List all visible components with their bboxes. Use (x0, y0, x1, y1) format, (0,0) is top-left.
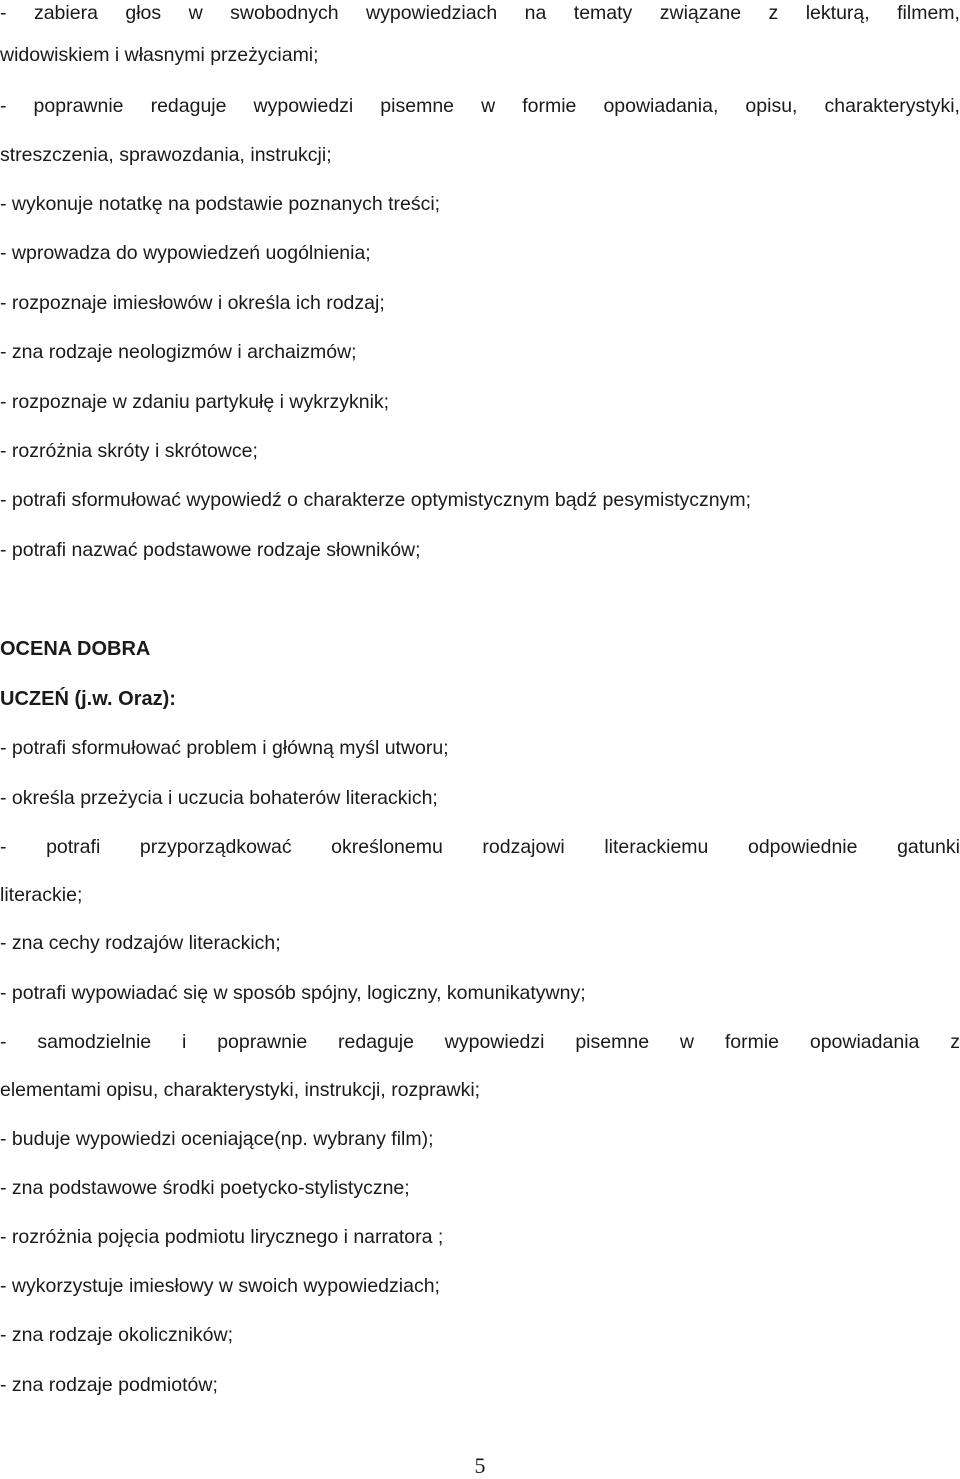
word: z (950, 1031, 960, 1053)
word: na (524, 2, 547, 24)
word: wypowiedziach (366, 2, 498, 24)
word: - (0, 2, 7, 24)
list-line: - buduje wypowiedzi oceniające(np. wybrany film); (0, 1128, 434, 1150)
word: w (188, 2, 203, 24)
word: - (0, 836, 7, 858)
list-line: literackie; (0, 884, 83, 906)
word: określonemu (331, 836, 443, 858)
word: głos (125, 2, 162, 24)
section-heading: OCENA DOBRA (0, 638, 151, 660)
list-line: - zna podstawowe środki poetycko-stylistyczne; (0, 1177, 410, 1199)
word: - (0, 1031, 7, 1053)
word: z (768, 2, 779, 24)
word: pisemne (575, 1031, 650, 1053)
list-line: - wykonuje notatkę na podstawie poznanych treści; (0, 193, 441, 215)
word: związane (659, 2, 742, 24)
list-line: - wprowadza do wypowiedzeń uogólnienia; (0, 242, 371, 264)
word: filmem, (897, 2, 960, 24)
word: charakterystyki, (824, 95, 960, 117)
list-line: - potrafi sformułować problem i główną myśl utworu; (0, 737, 449, 759)
word: wypowiedzi (444, 1031, 545, 1053)
word: - (0, 95, 7, 117)
word: pisemne (380, 95, 455, 117)
list-line: - rozpoznaje imiesłowów i określa ich rodzaj; (0, 292, 385, 314)
list-line: streszczenia, sprawozdania, instrukcji; (0, 144, 332, 166)
word: gatunki (897, 836, 960, 858)
word: opowiadania, (603, 95, 719, 117)
word: odpowiednie (747, 836, 858, 858)
list-line: - potrafi sformułować wypowiedź o charakterze optymistycznym bądź pesymistycznym; (0, 489, 751, 511)
list-line-justified (0, 0, 960, 26)
list-line: - wykorzystuje imiesłowy w swoich wypowiedziach; (0, 1275, 440, 1297)
word: samodzielnie (37, 1031, 152, 1053)
list-line: - potrafi wypowiadać się w sposób spójny, logiczny, komunikatywny; (0, 982, 586, 1004)
word: zabiera (33, 2, 98, 24)
word: formie (522, 95, 577, 117)
word: literackiemu (604, 836, 709, 858)
list-line: - zna rodzaje okoliczników; (0, 1324, 234, 1346)
list-line: - rozróżnia pojęcia podmiotu lirycznego i narratora ; (0, 1226, 444, 1248)
word: lekturą, (805, 2, 870, 24)
list-line: - zna rodzaje neologizmów i archaizmów; (0, 341, 357, 363)
word: w (679, 1031, 694, 1053)
word: redaguje (150, 95, 227, 117)
word: formie (724, 1031, 780, 1053)
word: przyporządkować (139, 836, 292, 858)
list-line: - potrafi nazwać podstawowe rodzaje słowników; (0, 539, 421, 561)
word: poprawnie (33, 95, 124, 117)
word: swobodnych (230, 2, 339, 24)
word: w (481, 95, 496, 117)
list-line: - rozpoznaje w zdaniu partykułę i wykrzyknik; (0, 391, 390, 413)
list-line-justified (0, 93, 960, 119)
word: i (182, 1031, 187, 1053)
section-subheading: UCZEŃ (j.w. Oraz): (0, 688, 176, 710)
word: potrafi (46, 836, 101, 858)
word: wypowiedzi (253, 95, 354, 117)
word: redaguje (338, 1031, 414, 1053)
list-line-justified (0, 1029, 960, 1055)
list-line: - zna cechy rodzajów literackich; (0, 932, 281, 954)
word: opowiadania (809, 1031, 920, 1053)
list-line: - zna rodzaje podmiotów; (0, 1374, 218, 1396)
list-line: - rozróżnia skróty i skrótowce; (0, 440, 258, 462)
list-line: elementami opisu, charakterystyki, instrukcji, rozprawki; (0, 1079, 481, 1101)
page-number: 5 (474, 1453, 486, 1478)
list-line: widowiskiem i własnymi przeżyciami; (0, 44, 319, 66)
word: tematy (573, 2, 633, 24)
word: poprawnie (217, 1031, 308, 1053)
word: opisu, (745, 95, 798, 117)
list-line-justified (0, 834, 960, 860)
word: rodzajowi (482, 836, 565, 858)
list-line: - określa przeżycia i uczucia bohaterów literackich; (0, 787, 438, 809)
